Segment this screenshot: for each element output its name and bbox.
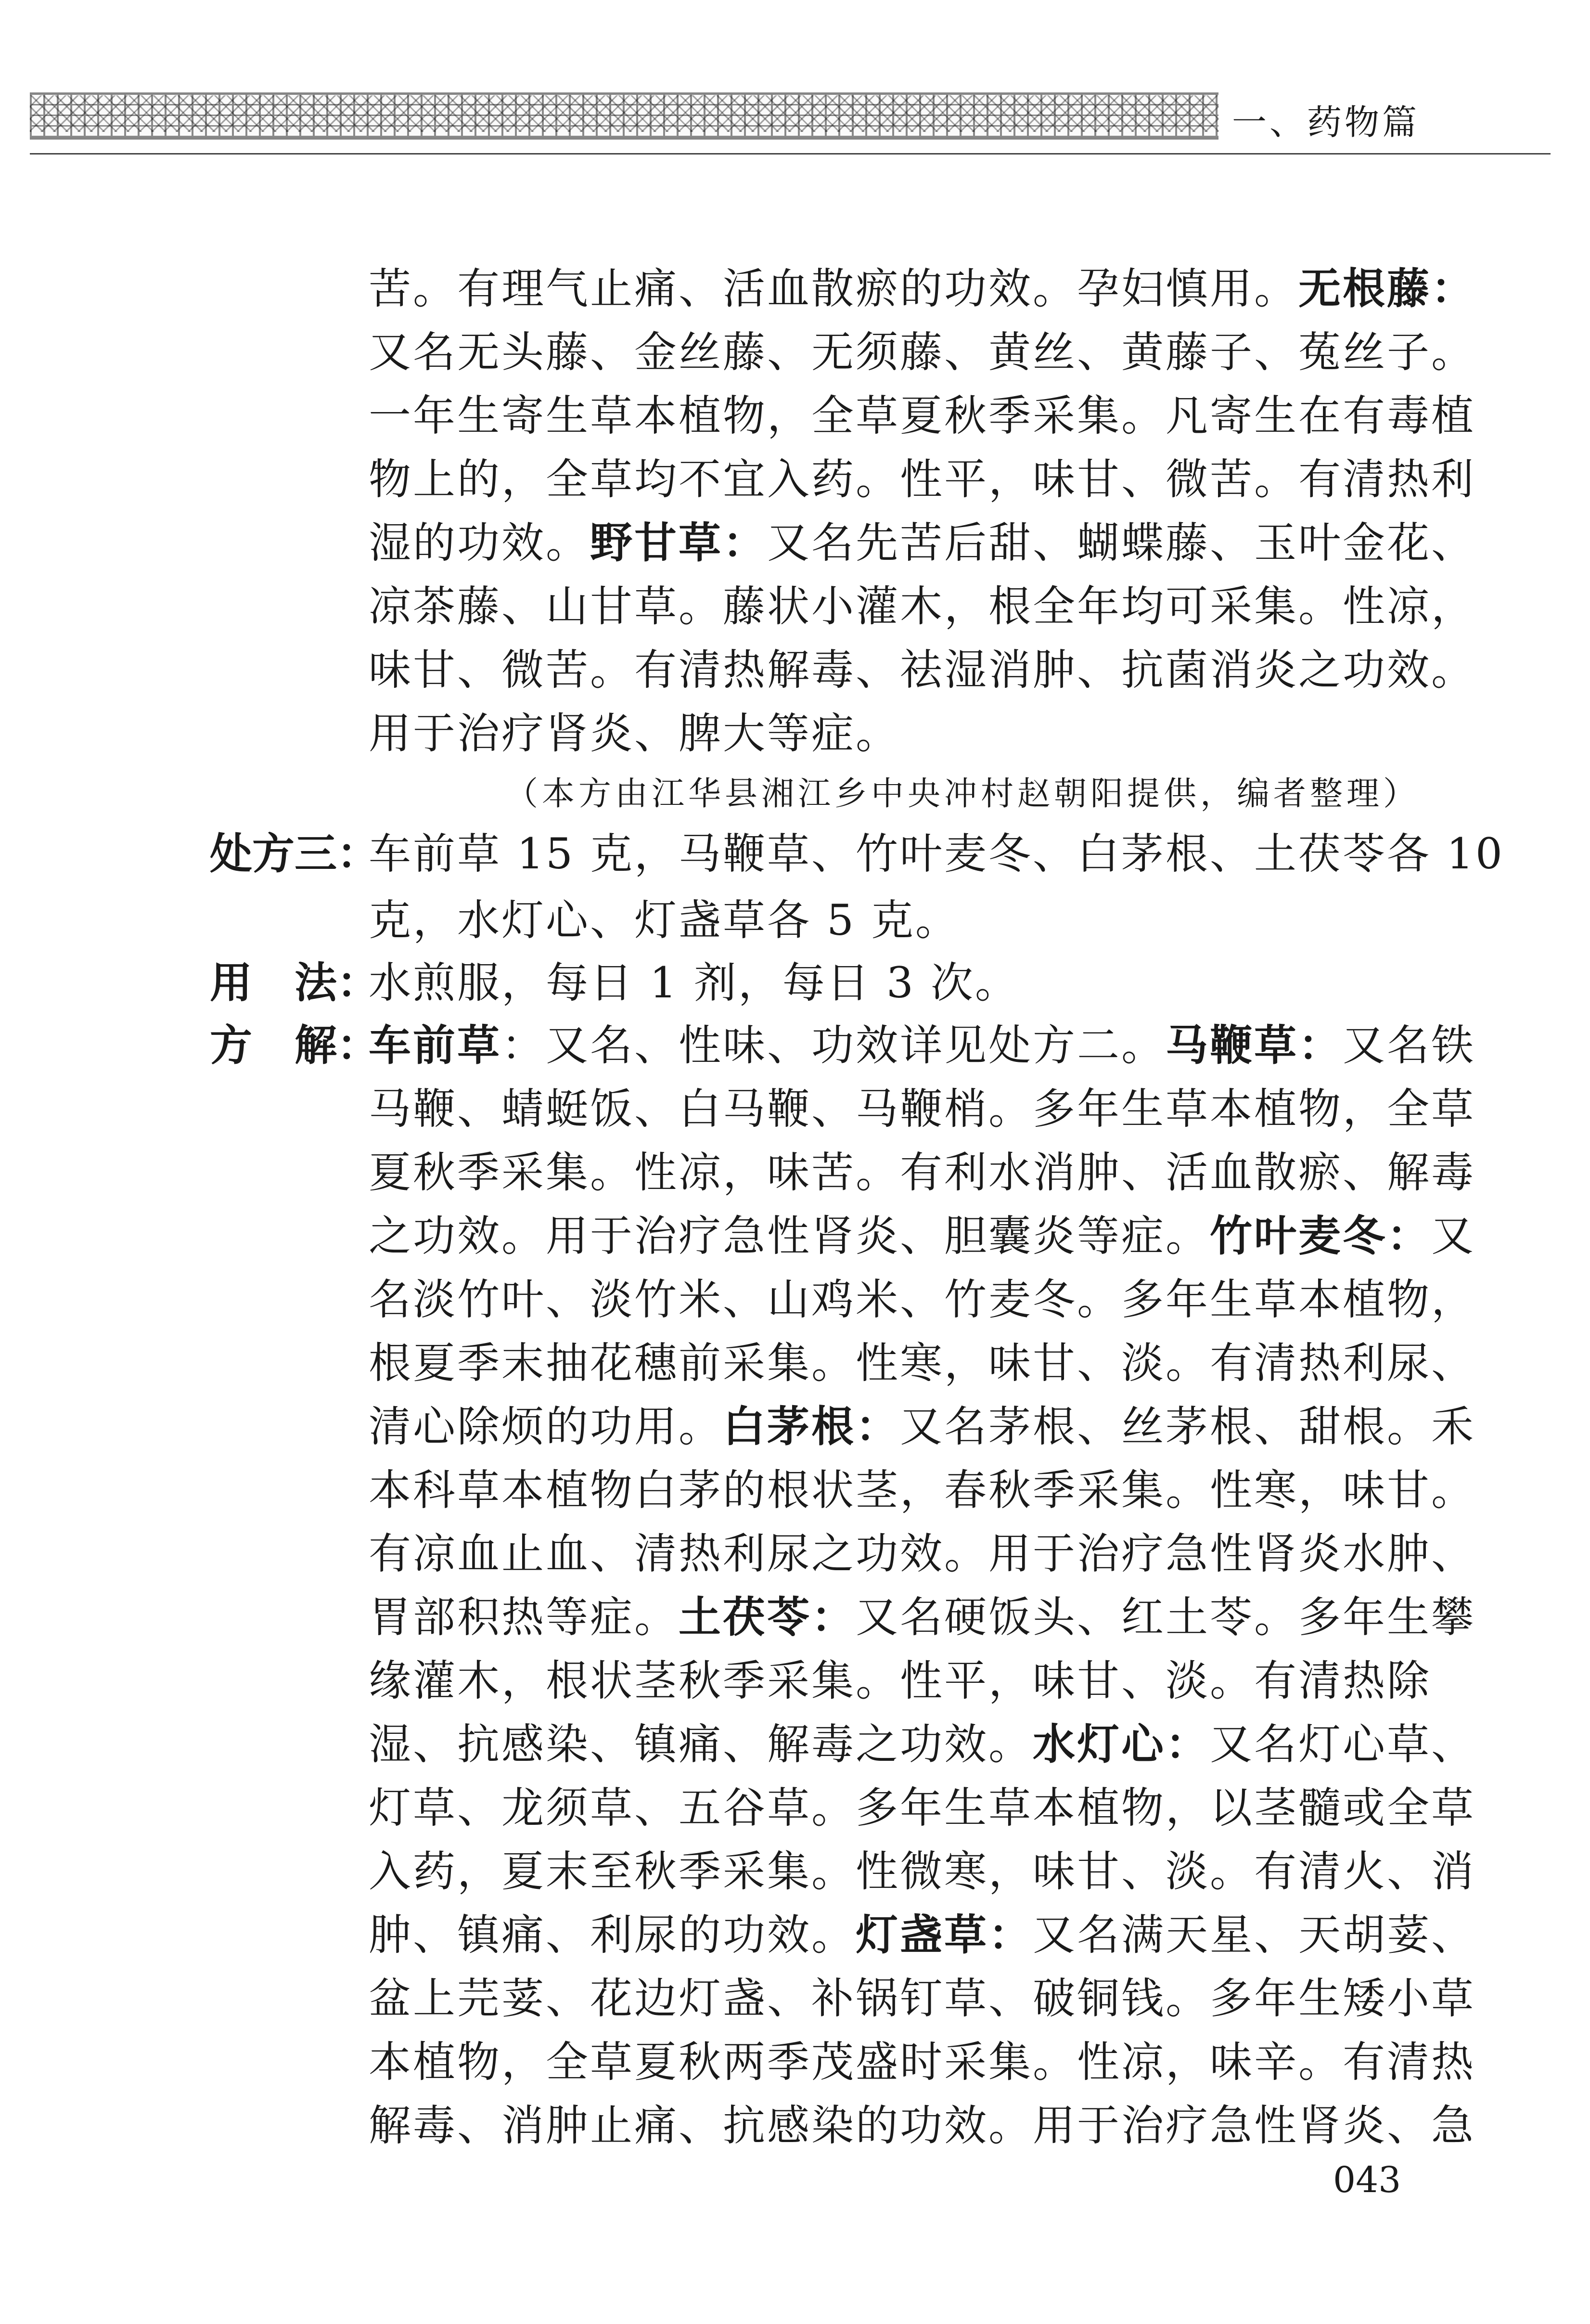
body-text: 解毒、消肿止痛、抗感染的功效。用于治疗急性肾炎、急 (369, 2101, 1476, 2150)
body-text: 苦。有理气止痛、活血散瘀的功效。孕妇慎用。 (369, 264, 1299, 313)
body-text: 又名灯心草、 (1210, 1719, 1476, 1769)
body-text: 清心除烦的功用。 (369, 1402, 723, 1451)
explanation-line (369, 1529, 1476, 1578)
running-head: 一、药物篇 (1232, 102, 1420, 142)
continued-line (369, 327, 1476, 377)
herb-name: 土茯苓： (679, 1592, 856, 1642)
header-rule (30, 153, 1551, 155)
body-text: 又名茅根、丝茅根、甜根。禾 (900, 1402, 1476, 1451)
body-text: 一年生寄生草本植物，全草夏秋季采集。凡寄生在有毒植 (369, 391, 1476, 440)
body-text: ：又名、性味、功效详见处方二。 (501, 1020, 1166, 1070)
explanation-line (369, 1275, 1476, 1324)
body-text: 又名铁 (1343, 1020, 1476, 1070)
continued-line (369, 454, 1476, 504)
continued-line (369, 518, 1476, 568)
explanation-line (369, 1910, 1476, 1960)
herb-name: 无根藤： (1298, 264, 1476, 313)
body-text: 肿、镇痛、利尿的功效。 (369, 1910, 856, 1960)
herb-name: 车前草 (369, 1020, 502, 1070)
herb-name: 竹叶麦冬： (1210, 1211, 1432, 1261)
body-text: 味甘、微苦。有清热解毒、祛湿消肿、抗菌消炎之功效。 (369, 645, 1476, 695)
body-text: 物上的，全草均不宜入药。性平，味甘、微苦。有清热利 (369, 454, 1476, 504)
explanation-line (369, 1719, 1476, 1769)
explanation-line (369, 1020, 1476, 1070)
body-text: 入药，夏末至秋季采集。性微寒，味甘、淡。有清火、消 (369, 1846, 1476, 1896)
body-text: 马鞭、蜻蜓饭、白马鞭、马鞭梢。多年生草本植物，全草 (369, 1084, 1476, 1134)
prescription-line-1: 车前草 15 克，马鞭草、竹叶麦冬、白茅根、土茯苓各 10 (369, 829, 1504, 878)
body-text: 湿的功效。 (369, 518, 590, 568)
header-ornament-pattern (30, 95, 1218, 132)
explanation-line (369, 1783, 1476, 1833)
body-text: 本科草本植物白茅的根状茎，春秋季采集。性寒，味甘。 (369, 1465, 1476, 1515)
usage-label: 用 法： (210, 958, 380, 1007)
body-text: 夏秋季采集。性凉，味苦。有利水消肿、活血散瘀、解毒 (369, 1148, 1476, 1197)
body-text: 有凉血止血、清热利尿之功效。用于治疗急性肾炎水肿、 (369, 1529, 1476, 1578)
continued-line (369, 581, 1476, 631)
explanation-line (369, 1402, 1476, 1451)
herb-name: 马鞭草： (1166, 1020, 1343, 1070)
explanation-label: 方 解： (210, 1020, 380, 1070)
prescription-line-2: 克，水灯心、灯盏草各 5 克。 (369, 895, 960, 945)
body-text: 用于治疗肾炎、脾大等症。 (369, 709, 900, 758)
body-text: 凉茶藤、山甘草。藤状小灌木，根全年均可采集。性凉， (369, 581, 1476, 631)
explanation-line (369, 1656, 1432, 1705)
herb-name: 野甘草： (590, 518, 768, 568)
explanation-line (369, 1846, 1476, 1896)
herb-name: 水灯心： (1033, 1719, 1210, 1769)
body-text: 缘灌木，根状茎秋季采集。性平，味甘、淡。有清热除 (369, 1656, 1432, 1705)
herb-name: 灯盏草： (856, 1910, 1033, 1960)
body-text: 又名先苦后甜、蝴蝶藤、玉叶金花、 (767, 518, 1476, 568)
explanation-line (369, 1465, 1476, 1515)
body-text: 湿、抗感染、镇痛、解毒之功效。 (369, 1719, 1033, 1769)
usage-text: 水煎服，每日 1 剂，每日 3 次。 (369, 958, 1019, 1007)
body-text: 盆上芫荽、花边灯盏、补锅钉草、破铜钱。多年生矮小草 (369, 1974, 1476, 2023)
body-text: 之功效。用于治疗急性肾炎、胆囊炎等症。 (369, 1211, 1210, 1261)
body-text: 胃部积热等症。 (369, 1592, 679, 1642)
body-text: 名淡竹叶、淡竹米、山鸡米、竹麦冬。多年生草本植物， (369, 1275, 1476, 1324)
source-credit: （本方由江华县湘江乡中央冲村赵朝阳提供，编者整理） (505, 775, 1420, 813)
continued-line (369, 264, 1476, 313)
continued-line (369, 709, 1379, 758)
prescription-label: 处方三： (210, 829, 380, 878)
body-text: 又名无头藤、金丝藤、无须藤、黄丝、黄藤子、菟丝子。 (369, 327, 1476, 377)
body-text: 又 (1431, 1211, 1476, 1261)
explanation-line (369, 1338, 1476, 1388)
continued-line (369, 391, 1476, 440)
explanation-line (369, 1148, 1476, 1197)
body-text: 本植物，全草夏秋两季茂盛时采集。性凉，味辛。有清热 (369, 2037, 1476, 2087)
explanation-line (369, 1084, 1476, 1134)
body-text: 又名满天星、天胡荽、 (1033, 1910, 1476, 1960)
body-text: 根夏季末抽花穗前采集。性寒，味甘、淡。有清热利尿、 (369, 1338, 1476, 1388)
page-number: 043 (1333, 2159, 1401, 2201)
body-text: 灯草、龙须草、五谷草。多年生草本植物，以茎髓或全草 (369, 1783, 1476, 1833)
explanation-line (369, 1974, 1476, 2023)
explanation-line (369, 1211, 1476, 1261)
explanation-line (369, 1592, 1476, 1642)
body-text: 又名硬饭头、红土苓。多年生攀 (856, 1592, 1476, 1642)
explanation-line (369, 2037, 1476, 2087)
continued-line (369, 645, 1476, 695)
explanation-line (369, 2101, 1476, 2150)
herb-name: 白茅根： (723, 1402, 900, 1451)
